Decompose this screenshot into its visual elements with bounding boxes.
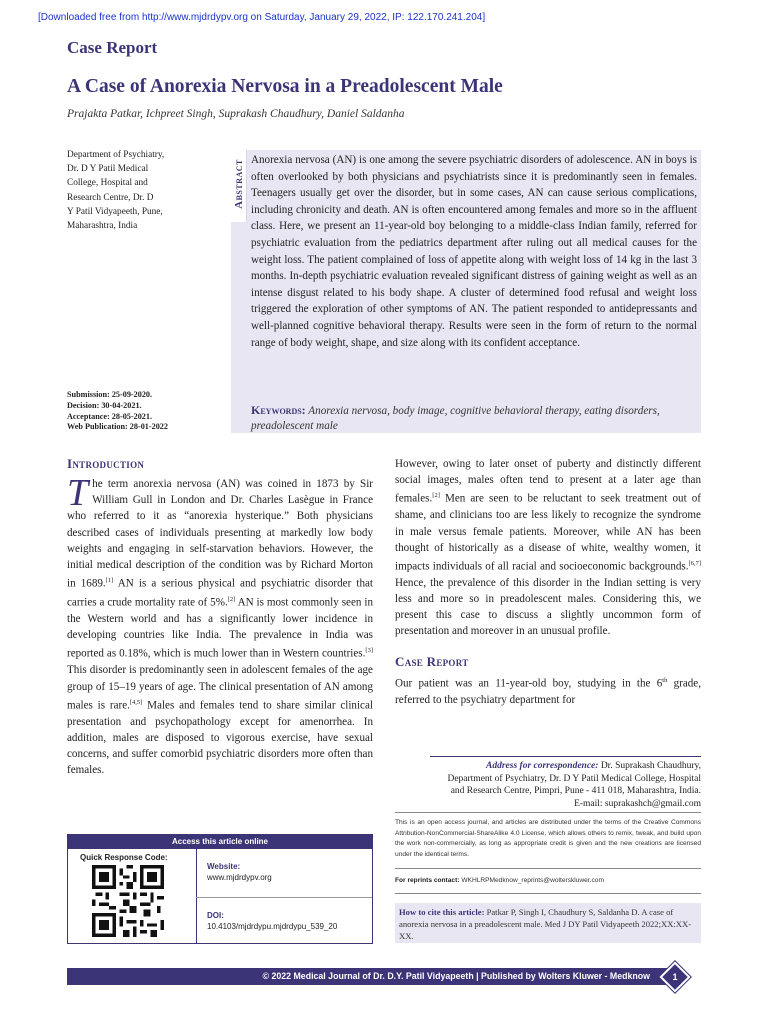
citation-ref[interactable]: [1] (105, 577, 114, 585)
introduction-paragraph (67, 472, 373, 778)
submission-date: Submission: 25-09-2020. (67, 390, 153, 399)
article-type: Case Report (67, 38, 158, 57)
website-link[interactable]: www.mjdrdypv.org (207, 873, 272, 882)
abstract-label: Abstract (233, 159, 245, 209)
text-run: AN is a serious physical and psychiatric disorder that carries a crude mortality rate of 5%. (67, 577, 373, 609)
affiliation-line: Maharashtra, India (67, 221, 138, 232)
access-header: Access this article online (68, 835, 372, 849)
keywords-text: Anorexia nervosa, body image, cognitive behavioral therapy, eating disorders, preadolescent male (251, 405, 660, 432)
text-run: Males and females tend to share similar clinical presentation and psychopathology except for amenorrhea. In addition, males are disposed to vigorous exercise, have sexual concerns, and suffer comorbid psychiatric disorders more often than females. (67, 699, 373, 777)
divider (196, 897, 372, 898)
affiliation-line: Department of Psychiatry, (67, 150, 165, 160)
abstract-text: Anorexia nervosa (AN) is one among the severe psychiatric disorders of adolescence. AN in boys is often overlooked by both physicians and psychiatrists since it is predominantly seen in females. Teenagers usually get over the disorder, but in some cases, AN can cause serious complications, including chronicity and death. AN is often encountered among females and more so in the affluent class. Here, we present an 11-year-old boy belonging to a middle-class Indian family, referred for psychiatric evaluation from the pediatrics department after ruling out all medical causes for the weight loss. The patient complained of loss of appetite along with weight loss of 14 kg in the last 3 months. In-depth psychiatric evaluation revealed significant distress of gaining weight as well as an intense disgust related to his body shape. A cluster of determined food refusal and weight loss triggered the exploration of other symptoms of AN. The patient responded to antidepressants and well-planned cognitive behavioral therapy. Results were seen in the form of return to the normal range of body weight, shape, and size along with its confident acceptance. (251, 154, 697, 349)
cite-text: Patkar P, Singh I, Chaudhury S, Saldanha D. A case of anorexia nervosa in a preadolescent male. Med J DY Patil Vidyapeeth 2022;XX:XX-XX. (399, 907, 692, 941)
divider (395, 812, 701, 813)
citation-ref[interactable]: [6,7] (688, 559, 701, 567)
web-publication-date: Web Publication: 28-01-2022 (67, 422, 168, 432)
text-run: This disorder is predominantly seen in adolescent females of the age group of 15–19 years of age. The clinical presentation of AN among males is rare. (67, 664, 373, 712)
reprints-label: For reprints contact: (395, 877, 460, 884)
text-run: AN is most commonly seen in the Western world and has a significantly lower incidence in developing countries like India. The prevalence in India was reported as 0.18%, which is much lower than in Western countries. (67, 596, 373, 661)
reprints-email[interactable]: WKHLRPMedknow_reprints@wolterskluwer.com (459, 877, 604, 884)
correspondence-line: Department of Psychiatry, Dr. D Y Patil Medical College, Hospital (447, 773, 701, 784)
website-label: Website: (207, 862, 241, 871)
drop-cap: T (67, 472, 89, 514)
citation-ref[interactable]: [2] (432, 492, 440, 500)
qr-code-icon[interactable] (92, 865, 164, 937)
text-run: Hence, the prevalence of this disorder in the Indian setting is very less and more so in preadolescent males. Considering this, we present this case to discuss a slightly uncommon form of presentation and moreover in an unusual profile. (395, 576, 701, 638)
text-run: Men are seen to be reluctant to seek treatment out of shame, and clinicians too are less likely to recognize the syndrome in male versus female patients. Moreover, while AN has been thought of historically as a disease of white, wealthy women, it impacts individuals of all racial and socioeconomic backgrounds. (395, 493, 701, 573)
text-run: However, owing to later onset of puberty and distinctly different social images, males often tend to present at a later age than females. (395, 458, 701, 506)
keywords (251, 403, 697, 433)
publication-dates (67, 390, 217, 433)
qr-label: Quick Response Code: (80, 853, 168, 862)
author-list: Prajakta Patkar, Ichpreet Singh, Suprakash Chaudhury, Daniel Saldanha (67, 108, 405, 120)
correspondence-name: Dr. Suprakash Chaudhury, (598, 761, 701, 771)
case-report-paragraph (395, 673, 701, 708)
citation-ref[interactable]: [2] (227, 596, 236, 604)
abstract-tab (231, 150, 247, 222)
acceptance-date: Acceptance: 28-05-2021. (67, 411, 153, 421)
right-column (395, 456, 701, 708)
affiliation-line: College, Hospital and (67, 178, 148, 189)
reprints-contact (395, 877, 701, 884)
introduction-heading: Introduction (67, 456, 145, 471)
divider (430, 756, 701, 757)
correspondence-email[interactable]: E-mail: suprakashch@gmail.com (574, 799, 701, 810)
article-title: A Case of Anorexia Nervosa in a Preadolescent Male (67, 76, 503, 97)
correspondence-address (395, 760, 701, 811)
keywords-label: Keywords: (251, 403, 306, 417)
citation-ref[interactable]: [3] (365, 647, 373, 655)
case-report-heading: Case Report (395, 653, 469, 669)
divider (395, 893, 701, 894)
text-run: Our patient was an 11-year-old boy, studying in the 6 (395, 677, 663, 690)
footer-bar: © 2022 Medical Journal of Dr. D.Y. Patil Vidyapeeth | Published by Wolters Kluwer - Medknow (67, 968, 682, 985)
affiliation-line: Research Centre, Dr. D (67, 192, 154, 203)
doi-label: DOI: (207, 911, 224, 920)
divider (395, 868, 701, 869)
introduction-paragraph-continued (395, 456, 701, 640)
decision-date: Decision: 30-04-2021. (67, 400, 142, 410)
affiliation-line: Y Patil Vidyapeeth, Pune, (67, 206, 163, 217)
citation-ref[interactable]: [4,5] (129, 698, 143, 706)
page-number: 1 (672, 972, 678, 982)
affiliation-line: Dr. D Y Patil Medical (67, 164, 149, 175)
superscript: th (662, 676, 668, 684)
access-article-box (67, 834, 373, 944)
text-run: grade, referred to the psychiatry department for (395, 677, 701, 706)
correspondence-line: and Research Centre, Pimpri, Pune - 411 018, Maharashtra, India. (450, 786, 701, 797)
cite-label: How to cite this article: (399, 907, 485, 917)
affiliation (67, 148, 192, 233)
doi-link[interactable]: 10.4103/mjdrdypu.mjdrdypu_539_20 (207, 922, 338, 931)
text-run: he term anorexia nervosa (AN) was coined in 1873 by Sir William Gull in London and Dr. Charles Lasègue in France who referred to it as “anorexia hysterique.” Both physicians described cases of individuals presenting at markedly low body weights and engaging in self-starvation behaviors. However, the initial medical description of the condition was by Richard Morton in 1689. (67, 478, 373, 590)
download-banner: [Downloaded free from http://www.mjdrdypv.org on Saturday, January 29, 2022, IP: 122.170.241.204] (38, 12, 486, 23)
citation-box (395, 903, 701, 943)
correspondence-label: Address for correspondence: (486, 761, 599, 771)
left-column (67, 456, 373, 778)
license-text: This is an open access journal, and articles are distributed under the terms of the Creative Commons Attribution-NonCommercial-ShareAlike 4.0 License, which allows others to remix, tweak, and build upon the work non-commercially, as long as appropriate credit is given and the new creations are licensed under the identical terms. (395, 819, 701, 858)
